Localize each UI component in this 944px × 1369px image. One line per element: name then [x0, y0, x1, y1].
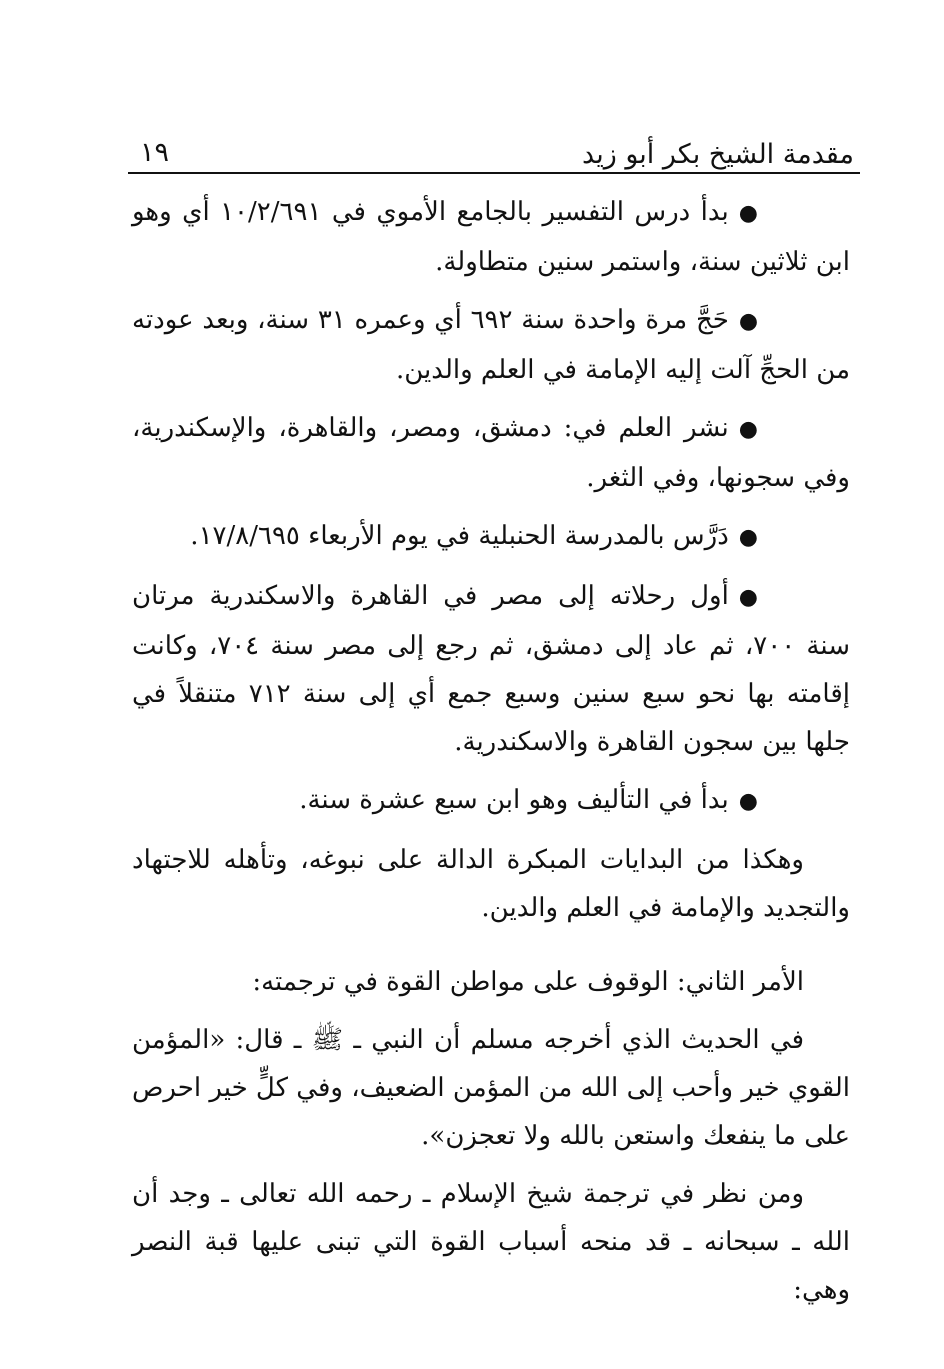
- bullet-icon: ●: [738, 585, 758, 610]
- bullet-paragraph-6: [132, 776, 850, 826]
- bullet-icon: ●: [738, 201, 758, 226]
- header-title: مقدمة الشيخ بكر أبو زيد: [582, 139, 854, 170]
- hadith-paragraph: في الحديث الذي أخرجه مسلم أن النبي ـ ﷺ ـ قال: «المؤمن القوي خير وأحب إلى الله من المؤمن الضعيف، وفي كلٍّ خير احرص على ما ينفعك واستعن بالله ولا تعجزن».: [132, 1025, 850, 1151]
- paragraph-text: حَجَّ مرة واحدة سنة ٦٩٢ أي وعمره ٣١ سنة، وبعد عودته من الحجِّ آلت إليه الإمامة في العلم والدين.: [132, 305, 850, 385]
- body-paragraph: وهكذا من البدايات المبكرة الدالة على نبوغه، وتأهله للاجتهاد والتجديد والإمامة في العلم والدين.: [132, 845, 850, 923]
- bullet-paragraph-5: [132, 572, 850, 766]
- bullet-icon: ●: [738, 525, 758, 550]
- section-heading: الأمر الثاني: الوقوف على مواطن القوة في ترجمته:: [252, 967, 804, 997]
- bullet-paragraph-4: [132, 512, 850, 562]
- body-paragraph: ومن نظر في ترجمة شيخ الإسلام ـ رحمه الله تعالى ـ وجد أن الله ـ سبحانه ـ قد منحه أسباب القوة التي تبنى عليها قبة النصر وهي:: [132, 1179, 850, 1305]
- paragraph-text: بدأ درس التفسير بالجامع الأموي في ١٠/٢/٦٩١ أي وهو ابن ثلاثين سنة، واستمر سنين متطاولة.: [132, 197, 850, 277]
- body-text: [132, 188, 850, 1324]
- paragraph-text: دَرَّس بالمدرسة الحنبلية في يوم الأربعاء ١٧/٨/٦٩٥.: [190, 521, 729, 551]
- paragraph-text: أول رحلاته إلى مصر في القاهرة والاسكندرية مرتان سنة ٧٠٠، ثم عاد إلى دمشق، ثم رجع إلى مصر سنة ٧٠٤، وكانت إقامته بها نحو سبع سنين وسبع جمع أي إلى سنة ٧١٢ متنقلاً في جلها بين سجون القاهرة والاسكندرية.: [132, 581, 850, 757]
- running-header: [128, 128, 860, 174]
- paragraph-text: بدأ في التأليف وهو ابن سبع عشرة سنة.: [299, 785, 729, 815]
- bullet-paragraph-2: [132, 296, 850, 394]
- bullet-paragraph-1: [132, 188, 850, 286]
- bullet-paragraph-3: [132, 404, 850, 502]
- bullet-icon: ●: [738, 789, 758, 814]
- paragraph-text: نشر العلم في: دمشق، ومصر، والقاهرة، والإسكندرية، وفي سجونها، وفي الثغر.: [132, 413, 850, 493]
- bullet-icon: ●: [738, 309, 759, 334]
- page-number: ١٩: [140, 137, 170, 168]
- bullet-icon: ●: [738, 417, 758, 442]
